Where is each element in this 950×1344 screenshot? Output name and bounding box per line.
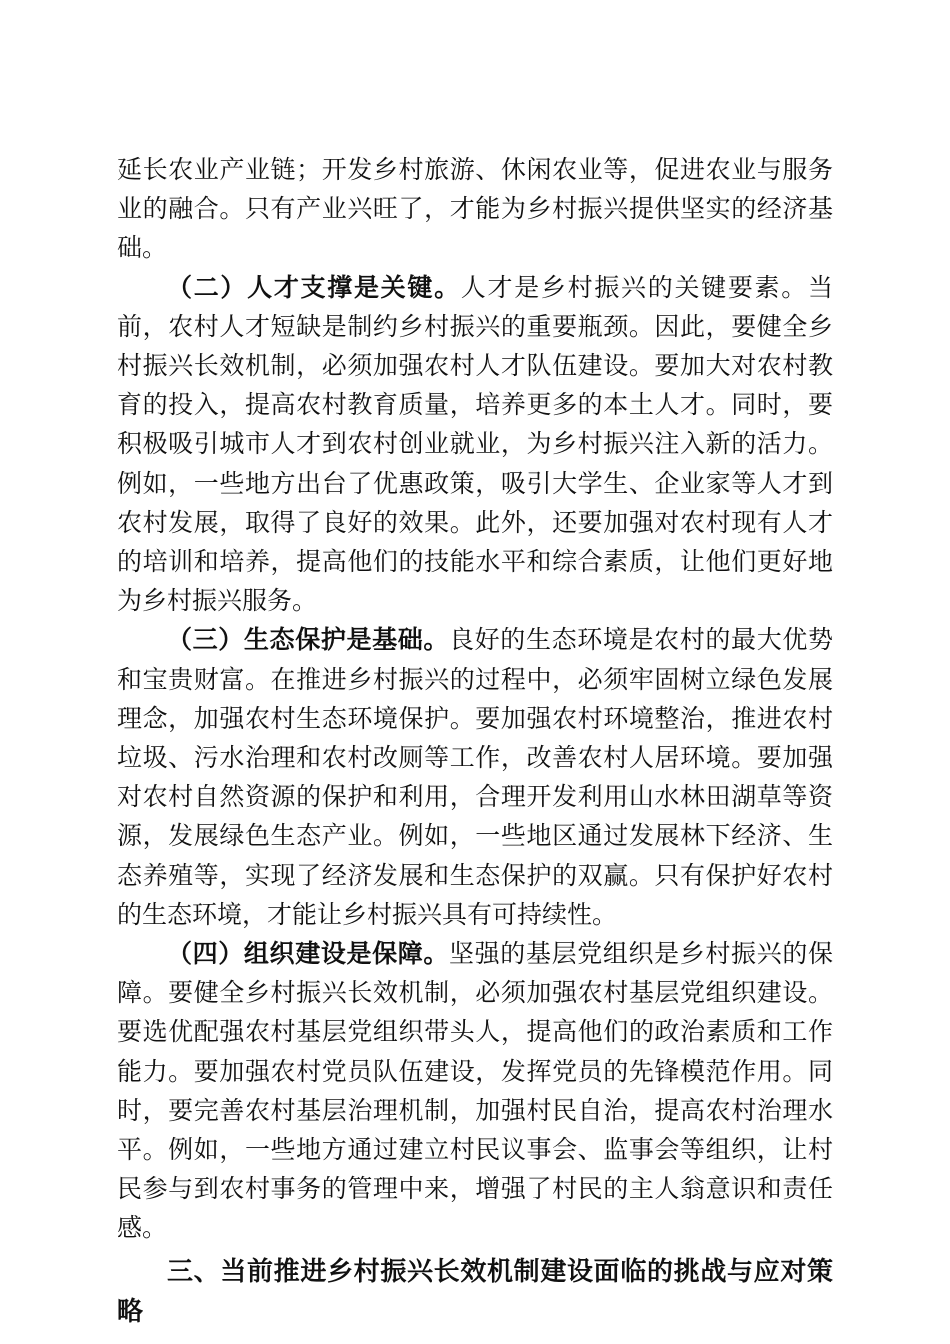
paragraph-organization-building (117, 934, 833, 1248)
paragraph-text: 延长农业产业链；开发乡村旅游、休闲农业等，促进农业与服务业的融合。只有产业兴旺了，才能为乡村振兴提供坚实的经济基础。 (117, 155, 833, 263)
paragraph-lead: （二）人才支撑是关键。 (167, 272, 461, 302)
paragraph-ecological-protection (117, 620, 833, 934)
paragraph-talent-support (117, 268, 833, 621)
paragraph-text: 坚强的基层党组织是乡村振兴的保障。要健全乡村振兴长效机制，必须加强农村基层党组织建设。要选优配强农村基层党组织带头人，提高他们的政治素质和工作能力。要加强农村党员队伍建设，发挥党员的先锋模范作用。同时，要完善农村基层治理机制，加强村民自治，提高农村治理水平。例如，一些地方通过建立村民议事会、监事会等组织，让村民参与到农村事务的管理中来，增强了村民的主人翁意识和责任感。 (117, 939, 833, 1243)
section-heading: 三、当前推进乡村振兴长效机制建设面临的挑战与应对策略 (117, 1256, 833, 1327)
document-page (117, 150, 833, 1332)
paragraph-lead: （四）组织建设是保障。 (167, 939, 450, 969)
paragraph-text: 良好的生态环境是农村的最大优势和宝贵财富。在推进乡村振兴的过程中，必须牢固树立绿色发展理念，加强农村生态环境保护。要加强农村环境整治，推进农村垃圾、污水治理和农村改厕等工作，改善农村人居环境。要加强对农村自然资源的保护和利用，合理开发利用山水林田湖草等资源，发展绿色生态产业。例如，一些地区通过发展林下经济、生态养殖等，实现了经济发展和生态保护的双赢。只有保护好农村的生态环境，才能让乡村振兴具有可持续性。 (117, 625, 833, 929)
paragraph-lead: （三）生态保护是基础。 (167, 625, 450, 655)
paragraph-continuation (117, 150, 833, 268)
paragraph-text: 人才是乡村振兴的关键要素。当前，农村人才短缺是制约乡村振兴的重要瓶颈。因此，要健全乡村振兴长效机制，必须加强农村人才队伍建设。要加大对农村教育的投入，提高农村教育质量，培养更多的本土人才。同时，要积极吸引城市人才到农村创业就业，为乡村振兴注入新的活力。例如，一些地方出台了优惠政策，吸引大学生、企业家等人才到农村发展，取得了良好的效果。此外，还要加强对农村现有人才的培训和培养，提高他们的技能水平和综合素质，让他们更好地为乡村振兴服务。 (117, 272, 833, 616)
